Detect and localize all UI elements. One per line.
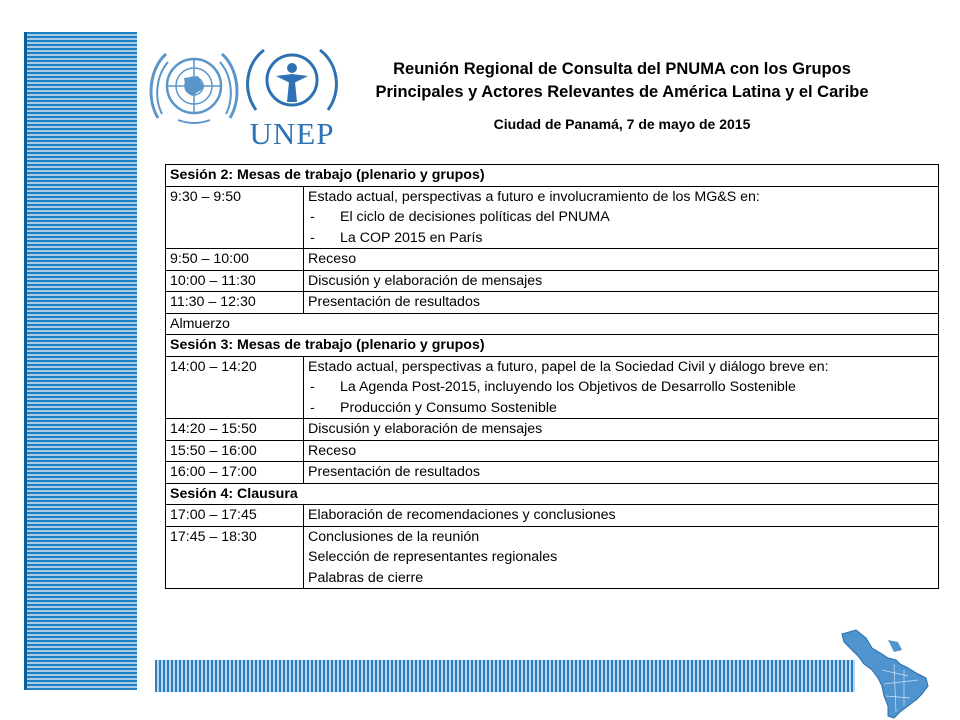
unep-wordmark: UNEP [249,116,335,151]
activity-cell: Receso [304,440,939,462]
table-row [166,526,939,589]
latin-america-map-icon [838,620,938,720]
table-row [166,505,939,527]
unep-emblem-icon [242,44,342,116]
session-2-heading: Sesión 2: Mesas de trabajo (plenario y grupos) [166,165,939,187]
table-row [166,292,939,314]
bullet-dash: - [310,399,315,416]
table-row [166,462,939,484]
time-cell: 17:45 – 18:30 [166,526,304,589]
lunch-row [166,313,939,335]
time-cell: 14:00 – 14:20 [166,356,304,419]
activity-text: Estado actual, perspectivas a futuro e involucramiento de los MG&S en: [308,188,760,205]
time-cell: 9:30 – 9:50 [166,186,304,249]
activity-cell: Discusión y elaboración de mensajes [304,270,939,292]
session-4-heading: Sesión 4: Clausura [166,483,939,505]
title-line-1: Reunión Regional de Consulta del PNUMA con los Grupos [393,60,851,78]
bullet-item [308,377,934,398]
title-line-2: Principales y Actores Relevantes de América Latina y el Caribe [375,83,869,101]
bullet-dash: - [310,209,315,225]
page-title [362,58,882,104]
time-cell: 14:20 – 15:50 [166,419,304,441]
time-cell: 15:50 – 16:00 [166,440,304,462]
bullet-item [308,228,934,249]
activity-text: Estado actual, perspectivas a futuro, papel de la Sociedad Civil y diálogo breve en: [308,358,829,375]
activity-cell: Presentación de resultados [304,462,939,484]
time-cell: 11:30 – 12:30 [166,292,304,314]
bullet-dash: - [310,229,315,246]
table-row [166,419,939,441]
unep-logo [242,44,342,151]
time-cell: 16:00 – 17:00 [166,462,304,484]
table-row [166,356,939,419]
table-row [166,270,939,292]
bullet-text: Producción y Consumo Sostenible [340,399,557,416]
activity-cell [304,356,939,419]
activity-line: Selección de representantes regionales [308,549,558,565]
decorative-side-bar [24,32,137,690]
session-3-heading: Sesión 3: Mesas de trabajo (plenario y grupos) [166,335,939,357]
schedule-table [165,164,939,589]
decorative-bottom-bar [155,660,855,692]
session-heading-row [166,483,939,505]
un-emblem-logo [148,48,240,128]
session-heading-row [166,165,939,187]
session-heading-row [166,335,939,357]
lunch-cell: Almuerzo [166,313,939,335]
activity-line: Conclusiones de la reunión [308,528,480,545]
activity-cell [304,526,939,589]
table-row [166,249,939,271]
bullet-item [308,398,934,419]
activity-cell [304,186,939,249]
activity-line: Palabras de cierre [308,569,424,586]
activity-cell: Presentación de resultados [304,292,939,314]
table-row [166,440,939,462]
bullet-text: La Agenda Post-2015, incluyendo los Objetivos de Desarrollo Sostenible [340,379,796,395]
bullet-item [308,207,934,228]
bullet-dash: - [310,379,315,395]
time-cell: 9:50 – 10:00 [166,249,304,271]
activity-cell: Elaboración de recomendaciones y conclusiones [304,505,939,527]
page-subtitle: Ciudad de Panamá, 7 de mayo de 2015 [493,116,751,132]
table-row [166,186,939,249]
time-cell: 17:00 – 17:45 [166,505,304,527]
time-cell: 10:00 – 11:30 [166,270,304,292]
activity-cell: Discusión y elaboración de mensajes [304,419,939,441]
activity-cell: Receso [304,249,939,271]
bullet-text: La COP 2015 en París [340,229,483,246]
bullet-text: El ciclo de decisiones políticas del PNUMA [340,209,610,225]
